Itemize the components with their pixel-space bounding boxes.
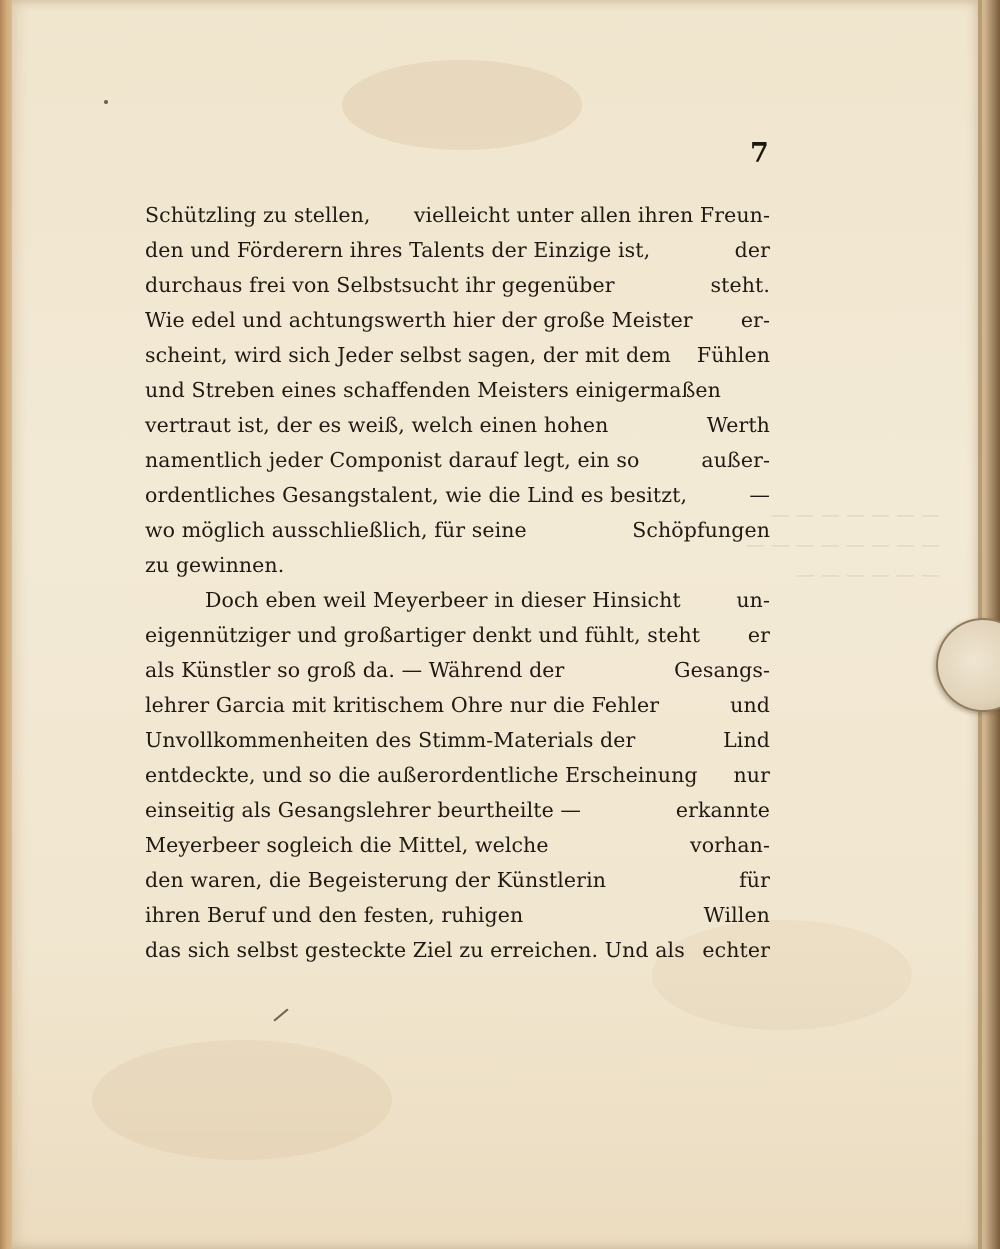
paper-stain (342, 60, 582, 150)
text-line: einseitig als Gesangslehrer beurtheilte — erkannte (145, 798, 770, 822)
text-line: Schützling zu stellen, vielleicht unter allen ihren Freun- (145, 203, 770, 227)
text-line: vertraut ist, der es weiß, welch einen hohen Werth (145, 413, 770, 437)
page-number: 7 (750, 138, 769, 169)
paper-stain (92, 1040, 392, 1160)
text-line: ordentliches Gesangstalent, wie die Lind es besitzt, — (145, 483, 770, 507)
text-line: den waren, die Begeisterung der Künstlerin für (145, 868, 770, 892)
text-line: eigennütziger und großartiger denkt und fühlt, steht er (145, 623, 770, 647)
body-text (145, 198, 770, 968)
text-line: entdeckte, und so die außerordentliche Erscheinung nur (145, 763, 770, 787)
text-line: Unvollkommenheiten des Stimm-Materials der Lind (145, 728, 770, 752)
text-line: und Streben eines schaffenden Meisters einigermaßen (145, 378, 721, 402)
text-line: den und Förderern ihres Talents der Einzige ist, der (145, 238, 770, 262)
text-line: Meyerbeer sogleich die Mittel, welche vorhan- (145, 833, 770, 857)
text-line: ihren Beruf und den festen, ruhigen Willen (145, 903, 770, 927)
text-line: das sich selbst gesteckte Ziel zu erreichen. Und als echter (145, 938, 770, 962)
text-line: Doch eben weil Meyerbeer in dieser Hinsicht un- (205, 588, 770, 612)
text-line: zu gewinnen. (145, 553, 285, 577)
text-line: Wie edel und achtungswerth hier der große Meister er- (145, 308, 770, 332)
text-line: namentlich jeder Componist darauf legt, ein so außer- (145, 448, 770, 472)
text-line: lehrer Garcia mit kritischem Ohre nur die Fehler und (145, 693, 770, 717)
text-line: scheint, wird sich Jeder selbst sagen, der mit dem Fühlen (145, 343, 770, 367)
ink-spot (104, 100, 108, 104)
text-line: als Künstler so groß da. — Während der Gesangs- (145, 658, 770, 682)
text-line: durchaus frei von Selbstsucht ihr gegenüber steht. (145, 273, 770, 297)
bleed-through-text: — — — — — — — — — — — — — — — — — — — — — (745, 504, 940, 586)
text-line: wo möglich ausschließlich, für seine Schöpfungen (145, 518, 770, 542)
